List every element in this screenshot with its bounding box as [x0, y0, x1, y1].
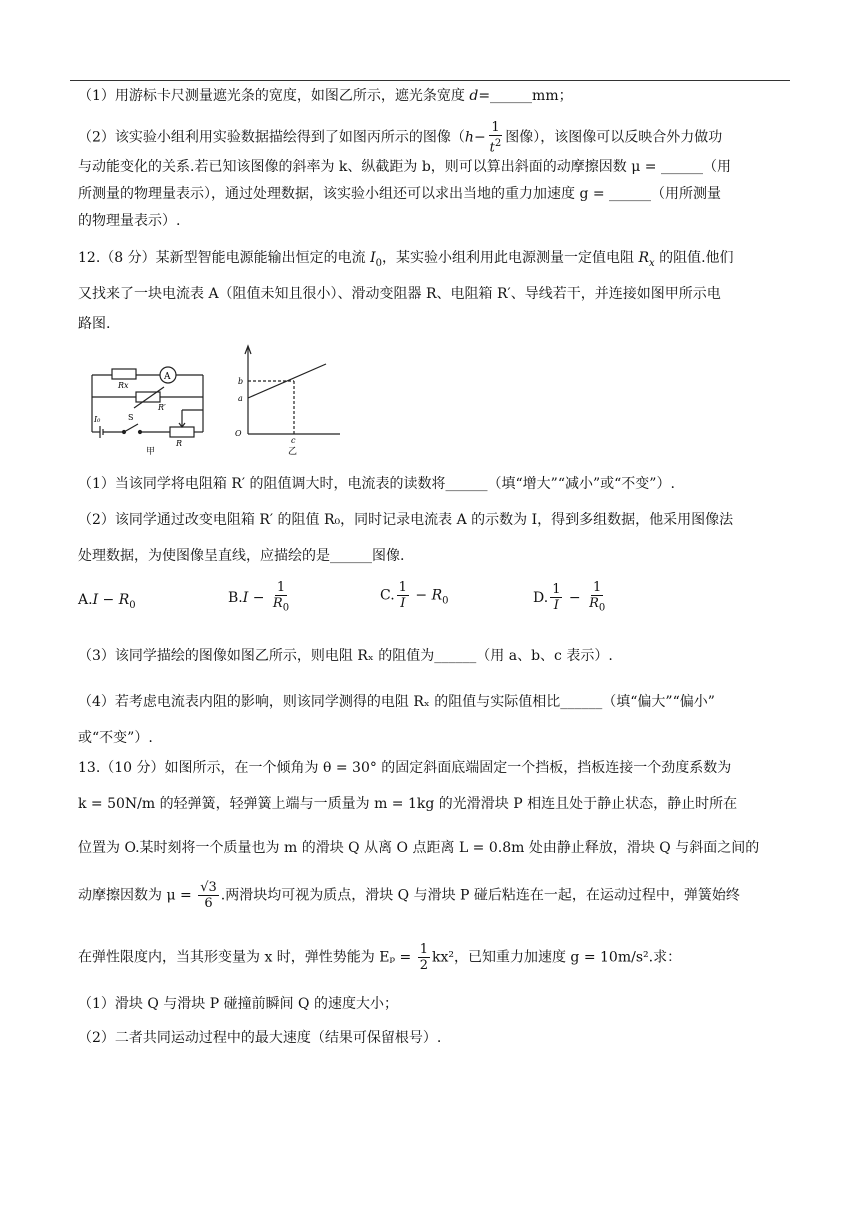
option-c: C. $\frac{1}{I}$ − $R_0$	[380, 580, 449, 611]
caption-jia: 甲	[146, 447, 156, 455]
fraction-1-over-2: $\frac{1}{2}$	[419, 942, 428, 973]
q12-sub4-line1: （4）若考虑电流表内阻的影响，则该同学测得的电阻 Rₓ 的阻值与实际值相比______（填“偏大”“偏小”	[78, 694, 715, 710]
option-a: $A.I - R_0$	[78, 592, 136, 611]
q12-line3: 路图.	[78, 316, 111, 332]
q11-part2-line3: 所测量的物理量表示），通过处理数据，该实验小组还可以求出当地的重力加速度 g = ______（用所测量	[78, 186, 722, 202]
label-a: a	[238, 394, 243, 403]
q13-line4: 动摩擦因数为 μ = $\frac{√3}{6}$ .两滑块均可视为质点，滑块 Q 与滑块 P 碰后粘连在一起，在运动过程中，弹簧始终	[78, 880, 740, 911]
option-b: B.I − $\frac{1}{R_0}$	[228, 580, 290, 614]
q13-line1: 13.（10 分）如图所示，在一个倾角为 θ = 30° 的固定斜面底端固定一个挡板，挡板连接一个劲度系数为	[78, 760, 732, 776]
label-r-prime: R′	[158, 403, 166, 412]
fraction-1-over-t2: $\frac{1}{t^2}$	[489, 120, 502, 156]
label-c: c	[291, 436, 296, 445]
label-ammeter-a: A	[164, 372, 171, 382]
q12-sub2-line1: （2）该同学通过改变电阻箱 R′ 的阻值 R₀，同时记录电流表 A 的示数为 I，得到多组数据，他采用图像法	[78, 512, 734, 528]
q12-sub2-line2: 处理数据，为使图像呈直线，应描绘的是______图像.	[78, 548, 405, 564]
q12-sub1: （1）当该同学将电阻箱 R′ 的阻值调大时，电流表的读数将______（填“增大”“减小”或“不变”）.	[78, 476, 675, 492]
q11-part1: （1）用游标卡尺测量遮光条的宽度，如图乙所示，遮光条宽度 d=______mm；	[78, 88, 573, 104]
q12-line1: 12.（8 分）某新型智能电源能输出恒定的电流 $I_0$，某实验小组利用此电源测量一定值电阻 $R_x$ 的阻值.他们	[78, 250, 734, 269]
fraction-sqrt3-over-6: $\frac{√3}{6}$	[200, 880, 217, 911]
q11-part2-line1: （2）该实验小组利用实验数据描绘得到了如图丙所示的图像（h− $\frac{1}{t^2}$ 图像），该图像可以反映合外力做功	[78, 120, 723, 156]
q11-part2-line4: 的物理量表示）.	[78, 213, 181, 229]
option-d: D. $\frac{1}{I}$ − $\frac{1}{R_0}$	[533, 580, 606, 614]
q11-part2-line2: 与动能变化的关系.若已知该图像的斜率为 k、纵截距为 b，则可以算出斜面的动摩擦因数 μ = ______（用	[78, 159, 731, 175]
q13-sub1: （1）滑块 Q 与滑块 P 碰撞前瞬间 Q 的速度大小；	[78, 996, 398, 1012]
q13-line2: k = 50N/m 的轻弹簧，轻弹簧上端与一质量为 m = 1kg 的光滑滑块 P 相连且处于静止状态，静止时所在	[78, 796, 738, 812]
q13-sub2: （2）二者共同运动过程中的最大速度（结果可保留根号）.	[78, 1030, 442, 1046]
label-switch-s: S	[128, 413, 134, 422]
q12-sub4-line2: 或“不变”）.	[78, 730, 153, 746]
q13-line3: 位置为 O.某时刻将一个质量也为 m 的滑块 Q 从离 O 点距离 L = 0.8m 处由静止释放，滑块 Q 与斜面之间的	[78, 840, 760, 856]
label-rx: Rx	[118, 381, 129, 390]
q13-line5: 在弹性限度内，当其形变量为 x 时，弹性势能为 Eₚ = $\frac{1}{2}$ kx²，已知重力加速度 g = 10m/s².求：	[78, 942, 682, 973]
label-i0: I₀	[94, 415, 101, 424]
circuit-diagram-jia	[80, 340, 220, 455]
label-r: R	[176, 439, 183, 448]
label-origin: O	[235, 429, 242, 438]
header-rule	[70, 80, 790, 81]
q12-sub3: （3）该同学描绘的图像如图乙所示，则电阻 Rₓ 的阻值为______（用 a、b、c 表示）.	[78, 648, 613, 664]
caption-yi: 乙	[288, 447, 298, 455]
q12-options	[78, 580, 778, 626]
graph-yi	[228, 340, 348, 455]
label-b: b	[238, 377, 244, 386]
q12-line2: 又找来了一块电流表 A（阻值未知且很小）、滑动变阻器 R、电阻箱 R′、导线若干，并连接如图甲所示电	[78, 286, 721, 302]
